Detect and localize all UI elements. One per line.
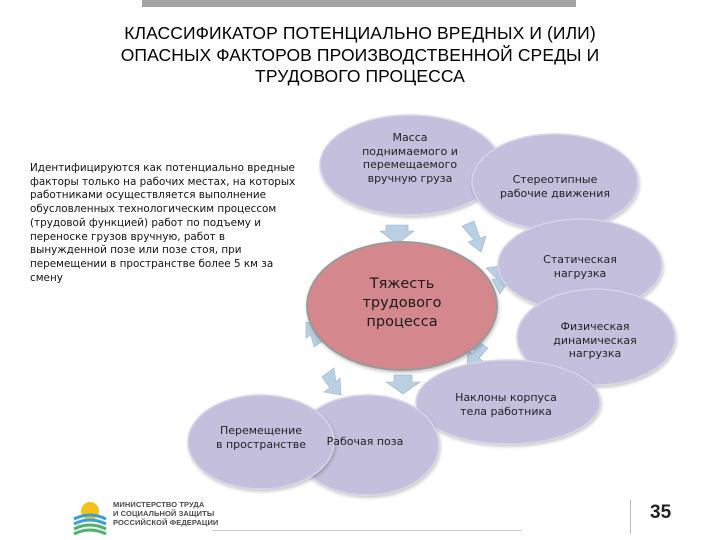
label-mass-line: вручную груза — [367, 171, 453, 185]
description-line: переноске грузов вручную, работ в — [30, 230, 226, 243]
label-bends — [436, 391, 576, 418]
page-number-divider — [630, 500, 631, 534]
label-static-line: Статическая — [543, 253, 617, 266]
label-posture-line: Рабочая поза — [326, 435, 404, 448]
label-static-line: нагрузка — [553, 266, 607, 280]
ministry-line: РОССИЙСКОЙ ФЕДЕРАЦИИ — [113, 518, 219, 527]
description-line: Идентифицируются как потенциально вредные — [30, 162, 295, 174]
description-line: смену — [30, 271, 63, 284]
center-label-line: Тяжесть — [369, 276, 435, 292]
description-line: факторы только на рабочих местах, на которых — [30, 175, 296, 188]
ministry-line: И СОЦИАЛЬНОЙ ЗАЩИТЫ — [113, 509, 215, 518]
arrow-icon — [322, 368, 341, 395]
page-number: 35 — [650, 502, 672, 523]
label-physical-line: динамическая — [553, 333, 637, 347]
description-line: обусловленных технологическим процессом — [30, 203, 277, 216]
label-movement-line: в пространстве — [216, 437, 306, 451]
label-stereotypic-line: Стереотипные — [512, 173, 598, 186]
arrow-icon — [386, 375, 420, 394]
label-physical-line: нагрузка — [568, 347, 622, 361]
label-mass-line: Масса — [392, 131, 428, 144]
label-mass-line: поднимаемого и — [362, 144, 458, 158]
center-label-line: трудового — [362, 295, 442, 311]
label-stereotypic — [480, 173, 630, 200]
description-line: перемещении в пространстве более 5 км за — [30, 257, 274, 270]
label-bends-line: Наклоны корпуса — [455, 391, 557, 404]
label-posture — [310, 435, 420, 449]
center-label — [342, 275, 462, 332]
label-mass — [340, 131, 480, 185]
label-movement-line: Перемещение — [219, 424, 303, 437]
description-line: работниками осуществляется выполнение — [30, 189, 267, 202]
ministry-logo-icon — [72, 497, 108, 535]
label-bends-line: тела работника — [460, 404, 552, 418]
ministry-line: МИНИСТЕРСТВО ТРУДА — [113, 500, 205, 509]
label-mass-line: перемещаемого — [362, 158, 458, 172]
title-line-3: ТРУДОВОГО ПРОЦЕССА — [255, 66, 465, 86]
label-stereotypic-line: рабочие движения — [499, 186, 611, 200]
label-physical-line: Физическая — [560, 320, 630, 333]
description-line: вынужденной позе или позе стоя, при — [30, 244, 242, 257]
ministry-name — [113, 500, 218, 527]
center-label-line: процесса — [366, 314, 438, 330]
footer-divider — [212, 530, 522, 531]
title-line-2: ОПАСНЫХ ФАКТОРОВ ПРОИЗВОДСТВЕННОЙ СРЕДЫ И — [120, 44, 600, 65]
title-line-1: КЛАССИФИКАТОР ПОТЕНЦИАЛЬНО ВРЕДНЫХ И (ИЛИ) — [124, 23, 596, 43]
label-physical — [530, 320, 660, 361]
label-movement — [201, 424, 321, 451]
arrow-icon — [462, 221, 486, 252]
label-static — [510, 253, 650, 280]
description-line: (трудовой функцией) работ по подъему и — [30, 216, 262, 229]
